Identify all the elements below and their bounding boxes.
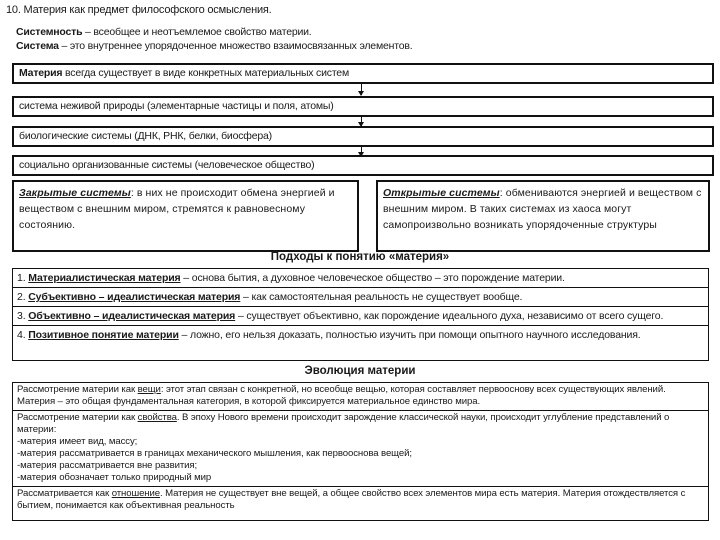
approach-number: 2. <box>17 291 29 303</box>
chain-text: биологические системы (ДНК, РНК, белки, биосфера) <box>19 130 272 142</box>
evolution-term: свойства <box>137 412 177 423</box>
closed-systems-term: Закрытые системы <box>19 187 131 199</box>
page-title: 10. Материя как предмет философского осмысления. <box>6 4 272 16</box>
evolution-line: Материя – это общая фундаментальная категория, в которой фиксируется материальное единство мира. <box>17 396 481 407</box>
evolution-text: . Материя не существует вне вещей, а общее свойство всех элементов мира есть материя. Материя отождествляется с бытием, понимается как объективная реальность <box>17 488 686 511</box>
approaches-table <box>12 268 709 361</box>
evolution-line: -материя имеет вид, массу; <box>17 436 138 447</box>
approach-row <box>13 269 708 288</box>
evolution-text: Рассматривается как <box>17 488 112 499</box>
closed-systems-text: : в них не происходит обмена энергией и веществом с внешним миром, стремятся к равновесному состоянию. <box>19 187 335 231</box>
arrow-down-icon <box>361 117 362 126</box>
approach-text: – существует объективно, как порождение идеального духа, независимо от всего сущего. <box>235 310 664 322</box>
evolution-heading: Эволюция материи <box>304 365 416 377</box>
definition-text: – это внутреннее упорядоченное множество взаимосвязанных элементов. <box>58 40 413 52</box>
chain-box-social <box>12 155 714 176</box>
approach-row <box>13 307 708 326</box>
evolution-term: вещи <box>137 384 161 395</box>
evolution-row-property <box>13 411 708 487</box>
definition-systemness <box>16 25 412 39</box>
open-systems-box <box>376 180 710 252</box>
approaches-heading: Подходы к понятию «материя» <box>270 251 450 263</box>
evolution-row-relation <box>13 487 708 520</box>
definition-term: Системность <box>16 26 83 38</box>
approach-number: 3. <box>17 310 29 322</box>
chain-text: всегда существует в виде конкретных материальных систем <box>62 67 349 79</box>
open-systems-text: : обмениваются энергией и веществом с внешним миром. В таких системах из хаоса могут самопроизвольно возникать упорядоченные структуры <box>383 187 702 231</box>
approach-term: Субъективно – идеалистическая материя <box>28 291 241 303</box>
evolution-row-thing <box>13 383 708 411</box>
approach-number: 1. <box>17 272 29 284</box>
closed-systems-box <box>12 180 359 252</box>
approach-text: – как самостоятельная реальность не существует вообще. <box>240 291 523 303</box>
approach-term: Объективно – идеалистическая материя <box>28 310 236 322</box>
approach-term: Материалистическая материя <box>28 272 181 284</box>
evolution-line: -материя рассматривается в границах механического мышления, как первооснова вещей; <box>17 448 412 459</box>
evolution-line: -материя обозначает только природный мир <box>17 472 212 483</box>
evolution-term: отношение <box>111 488 160 499</box>
approach-row <box>13 288 708 307</box>
evolution-text: Рассмотрение материи как <box>17 384 138 395</box>
evolution-table <box>12 382 709 521</box>
arrow-down-icon <box>361 84 362 95</box>
evolution-line: -материя рассматривается вне развития; <box>17 460 198 471</box>
evolution-text: . В эпоху Нового времени происходит зарождение классической науки, происходит углубление представлений о материи: <box>17 412 670 435</box>
open-systems-term: Открытые системы <box>383 187 500 199</box>
chain-box-nonliving <box>12 96 714 117</box>
chain-box-biological <box>12 126 714 147</box>
definition-system <box>16 39 412 53</box>
definition-term: Система <box>16 40 59 52</box>
chain-box-matter <box>12 63 714 84</box>
evolution-text: : этот этап связан с конкретной, но всеобще вещью, которая составляет первооснову всех существующих явлений. <box>160 384 666 395</box>
definition-text: – всеобщее и неотъемлемое свойство материи. <box>82 26 312 38</box>
approach-term: Позитивное понятие материи <box>28 329 179 341</box>
chain-text: социально организованные системы (человеческое общество) <box>19 159 315 171</box>
chain-bold: Материя <box>19 67 63 79</box>
evolution-text: Рассмотрение материи как <box>17 412 138 423</box>
approach-text: – основа бытия, а духовное человеческое общество – это порождение материи. <box>180 272 565 284</box>
definitions <box>16 25 412 53</box>
chain-text: система неживой природы (элементарные частицы и поля, атомы) <box>19 100 334 112</box>
approach-text: – ложно, его нельзя доказать, полностью изучить при помощи опытного научного исследования. <box>178 329 641 341</box>
approach-number: 4. <box>17 329 29 341</box>
approach-row <box>13 326 708 360</box>
